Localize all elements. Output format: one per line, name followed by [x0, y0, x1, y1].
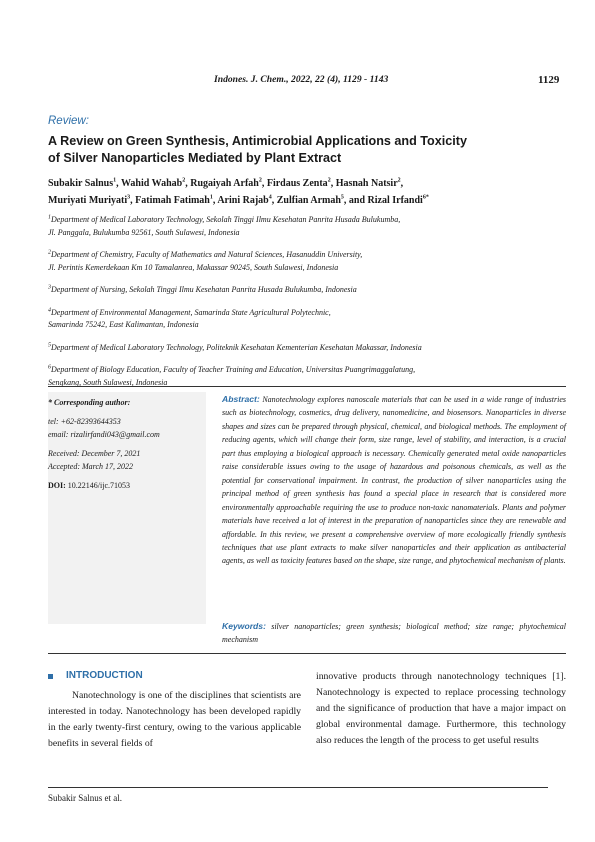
abstract-label: Abstract:: [222, 394, 260, 404]
divider: [48, 386, 566, 387]
footer-author: Subakir Salnus et al.: [48, 793, 122, 803]
abstract-text: Nanotechnology explores nanoscale materials that can be used in a wide range of industries such as biotechnology, cosmetics, drug delivery, nanomedicine, and biosensors. Nanoparticles in diverse shapes and sizes can be prepared through physical, chemical, and biological methods. The employment of reducing agents, which will change their form, size range, level of stability, and interaction, is a crucial part thus employing a biological approach is necessary. Chemically generated metal oxide nanoparticles raise considerable issues owing to the usage of hazardous and poisonous chemicals, as well as the potential for conservational impairment. In contrast, the production of silver nanoparticles using the principal method of green synthesis has found a special place in research that is considered more environmentally approachable requiring the use to produce non-toxic nanomaterials. Plants and polymer materials have received a lot of interest in the preparation of nanoparticles since they are renewable and affordable. In this review, we present a comprehensive overview of more ecologically friendly synthesis techniques that use plant extracts to make silver nanoparticles and their application as antibacterial agents, as well as toxicity features based on the shape, size range, and phytochemical mechanism of plants.: [222, 395, 567, 566]
affiliations: [48, 214, 568, 399]
corresponding-author-label: * Corresponding author:: [48, 398, 131, 407]
keywords: [222, 620, 566, 646]
article-title: [48, 133, 568, 167]
abstract: [222, 393, 566, 568]
author-name[interactable]: Hasnah Natsir: [335, 178, 398, 189]
author-line: Muriyati Muriyati$^3$, Fatimah Fatimah$^1$, Arini Rajab$^4$, Zulfian Armah$^5$, and Rizal Irfandi$^{6*}$: [48, 194, 429, 206]
phone-number: tel: +62-82393644353: [48, 417, 121, 426]
affiliation: $^4$Department of Environmental Management, Samarinda State Agricultural Polytechnic, Samarinda 75242, East Kalimantan, Indonesia: [48, 306, 331, 329]
divider: [48, 653, 566, 654]
email-address[interactable]: email: rizalirfandi043@gmail.com: [48, 430, 160, 439]
affiliation: $^1$Department of Medical Laboratory Technology, Sekolah Tinggi Ilmu Kesehatan Panrita Husada Bulukumba, Jl. Panggala, Bulukumba 92561, South Sulawesi, Indonesia: [48, 214, 401, 237]
section-bullet-icon: [48, 674, 53, 679]
doi: DOI: 10.22146/ijc.71053: [48, 481, 130, 490]
author-list: [48, 175, 568, 209]
doi-link[interactable]: 10.22146/ijc.71053: [67, 481, 130, 490]
received-date: Received: December 7, 2021: [48, 449, 141, 458]
title-line: A Review on Green Synthesis, Antimicrobial Applications and Toxicity: [48, 134, 467, 148]
accepted-date: Accepted: March 17, 2022: [48, 462, 134, 471]
author-name[interactable]: Firdaus Zenta: [266, 178, 328, 189]
author-name[interactable]: Rizal Irfandi: [367, 195, 423, 206]
body-text-column-left: Nanotechnology is one of the disciplines that scientists are interested in today. Nanotechnology has been developed rapidly in the early twenty-first century, owing to the various applicable benefits in several fields of: [48, 690, 301, 749]
body-text-column-right: innovative products through nanotechnology techniques [1]. Nanotechnology is expected to replace processing technology and the significance of production that have a major impact on global environmental damage. Furthermore, this technology also reduces the length of the process to get useful results: [316, 671, 566, 746]
affiliation: $^5$Department of Medical Laboratory Technology, Politeknik Kesehatan Kementerian Kesehatan Makassar, Indonesia: [48, 341, 422, 352]
author-name[interactable]: Fatimah Fatimah: [135, 195, 210, 206]
section-heading: INTRODUCTION: [66, 670, 143, 681]
keywords-label: Keywords:: [222, 621, 266, 631]
affiliation: $^3$Department of Nursing, Sekolah Tinggi Ilmu Kesehatan Panrita Husada Bulukumba, Indonesia: [48, 284, 357, 294]
article-type-label: Review:: [48, 115, 89, 127]
title-line: of Silver Nanoparticles Mediated by Plant Extract: [48, 151, 342, 165]
page-number: 1129: [538, 74, 560, 86]
author-name[interactable]: Muriyati Muriyati: [48, 195, 128, 206]
affiliation: $^2$Department of Chemistry, Faculty of Mathematics and Natural Sciences, Hasanuddin University, Jl. Perintis Kemerdekaan Km 10 Tamalanrea, Makassar 90245, South Sulawesi, Indonesia: [48, 249, 363, 272]
author-name[interactable]: Rugaiyah Arfah: [190, 178, 259, 189]
journal-citation: Indones. J. Chem., 2022, 22 (4), 1129 - 1143: [214, 74, 389, 85]
author-name[interactable]: Wahid Wahab: [120, 178, 183, 189]
footer-divider: [48, 787, 548, 788]
affiliation: $^6$Department of Biology Education, Faculty of Teacher Training and Education, Universitas Puangrimaggalatung, Sengkang, South Sulawesi, Indonesia: [48, 364, 416, 387]
author-name[interactable]: Subakir Salnus: [48, 178, 114, 189]
author-name[interactable]: Zulfian Armah: [276, 195, 341, 206]
article-info: [48, 396, 208, 492]
author-name[interactable]: Arini Rajab: [217, 195, 269, 206]
author-line: Subakir Salnus$^1$, Wahid Wahab$^2$, Rugaiyah Arfah$^2$, Firdaus Zenta$^2$, Hasnah Natsir$^2$,: [48, 177, 404, 189]
keywords-text: silver nanoparticles; green synthesis; biological method; size range; phytochemical mechanism: [222, 622, 566, 644]
